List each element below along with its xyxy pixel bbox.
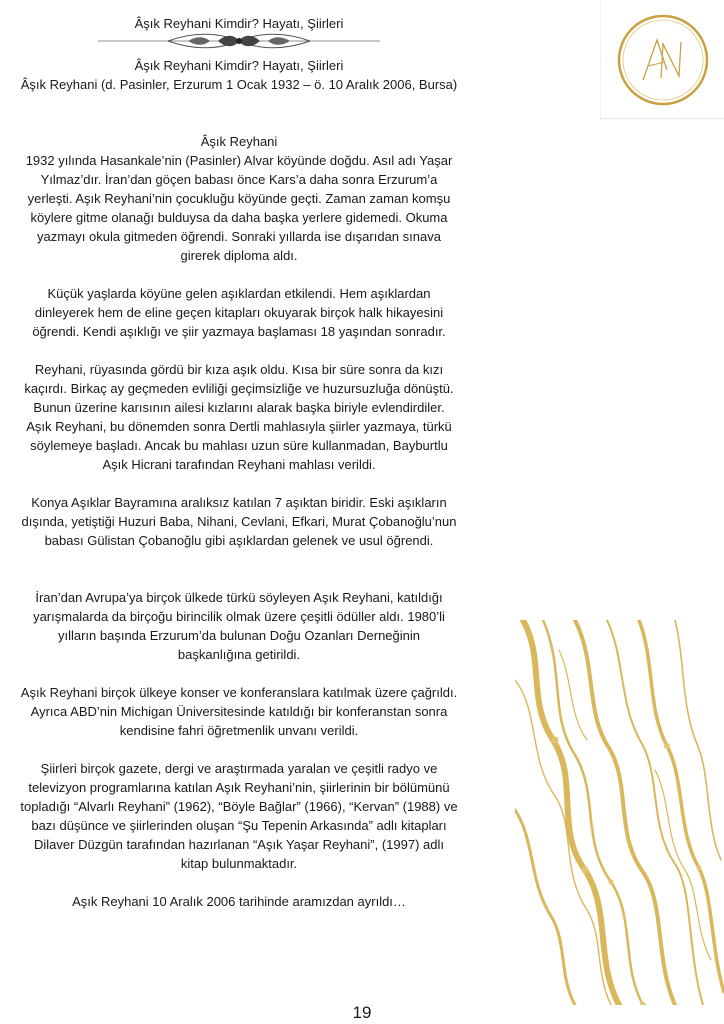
paragraph-4: Konya Aşıklar Bayramına aralıksız katılan 7 aşıktan biridir. Eski aşıkların dışında, yetiştiği Huzuri Baba, Nihani, Cevlani, Efkari, Murat Çobanoğlu’nun babası Gülistan Çobanoğlu gibi aşıklardan gelenek ve usul öğrendi.	[21, 495, 457, 548]
paragraph-1: 1932 yılında Hasankale’nin (Pasinler) Alvar köyünde doğdu. Asıl adı Yaşar Yılmaz’dır. İran’dan göçen babası önce Kars’a daha sonra Erzurum’a yerleşti. Aşık Reyhani’nin çocukluğu köyünde geçti. Zaman zaman komşu köylere gitme olanağı bulduysa da daha başka yerlere gidemedi. Okuma yazmayı okula gitmeden öğrendi. Sonraki yıllarda ise dışarıdan sınava girerek diploma aldı.	[25, 153, 453, 263]
ornamental-divider	[98, 30, 380, 52]
paragraph-3: Reyhani, rüyasında gördü bir kıza aşık oldu. Kısa bir süre sonra da kızı kaçırdı. Birkaç ay geçmeden evliliği geçimsizliğe ve huzursuzluğa dönüştü. Bunun üzerine karısının ailesi kızlarını alarak başka biriyle evlendirdiler. Aşık Reyhani, bu dönemden sonra Dertli mahlasıyla şiirler yazmaya, türkü söylemeye başladı. Ancak bu mahlası uzun süre kullanmadan, Bayburtlu Aşık Hicrani tarafından Reyhani mahlası verildi.	[24, 362, 454, 472]
document-header-title: Âşık Reyhani Kimdir? Hayatı, Şiirleri	[134, 16, 344, 31]
logo-panel	[600, 0, 724, 119]
section-heading: Âşık Reyhani	[200, 134, 278, 149]
document-body	[20, 56, 458, 911]
paragraph-6: Aşık Reyhani birçok ülkeye konser ve konferanslara katılmak üzere çağrıldı. Ayrıca ABD’nin Michigan Üniversitesinde katıldığı bir konferanstan sonra kendisine fahri öğretmenlik unvanı verildi.	[20, 685, 458, 738]
monogram-logo	[615, 12, 711, 108]
intro-title: Âşık Reyhani Kimdir? Hayatı, Şiirleri	[134, 58, 344, 73]
paragraph-8: Aşık Reyhani 10 Aralık 2006 tarihinde aramızdan ayrıldı…	[72, 894, 406, 909]
paragraph-2: Küçük yaşlarda köyüne gelen aşıklardan etkilendi. Hem aşıklardan dinleyerek hem de eline geçen kitapları okuyarak birçok halk hikayesini öğrendi. Kendi aşıklığı ve şiir yazmaya başlaması 18 yaşından sonradır.	[32, 286, 446, 339]
gold-marble-decoration	[515, 620, 724, 1005]
paragraph-5: İran’dan Avrupa’ya birçok ülkede türkü söyleyen Aşık Reyhani, katıldığı yarışmalarda da birçoğu birincilik olmak üzere çeşitli ödüller aldı. 1980’li yılların başında Erzurum’da bulunan Doğu Ozanları Derneğinin başkanlığına getirildi.	[33, 590, 445, 662]
intro-lifespan: Âşık Reyhani (d. Pasinler, Erzurum 1 Ocak 1932 – ö. 10 Aralık 2006, Bursa)	[20, 77, 458, 92]
paragraph-7: Şiirleri birçok gazete, dergi ve araştırmada yaralan ve çeşitli radyo ve televizyon programlarına katılan Aşık Reyhani’nin, şiirlerinin bir bölümünü topladığı “Alvarlı Reyhani” (1962), “Böyle Bağlar” (1966), “Kervan” (1988) ve bazı düşünce ve şiirlerinden oluşan “Şu Tepenin Arkasında” adlı kitapları Dilaver Düzgün tarafından hazırlanan “Aşık Yaşar Reyhani”, (1997) adlı kitap bulunmaktadır.	[20, 761, 458, 871]
page-number: 19	[352, 1003, 372, 1022]
